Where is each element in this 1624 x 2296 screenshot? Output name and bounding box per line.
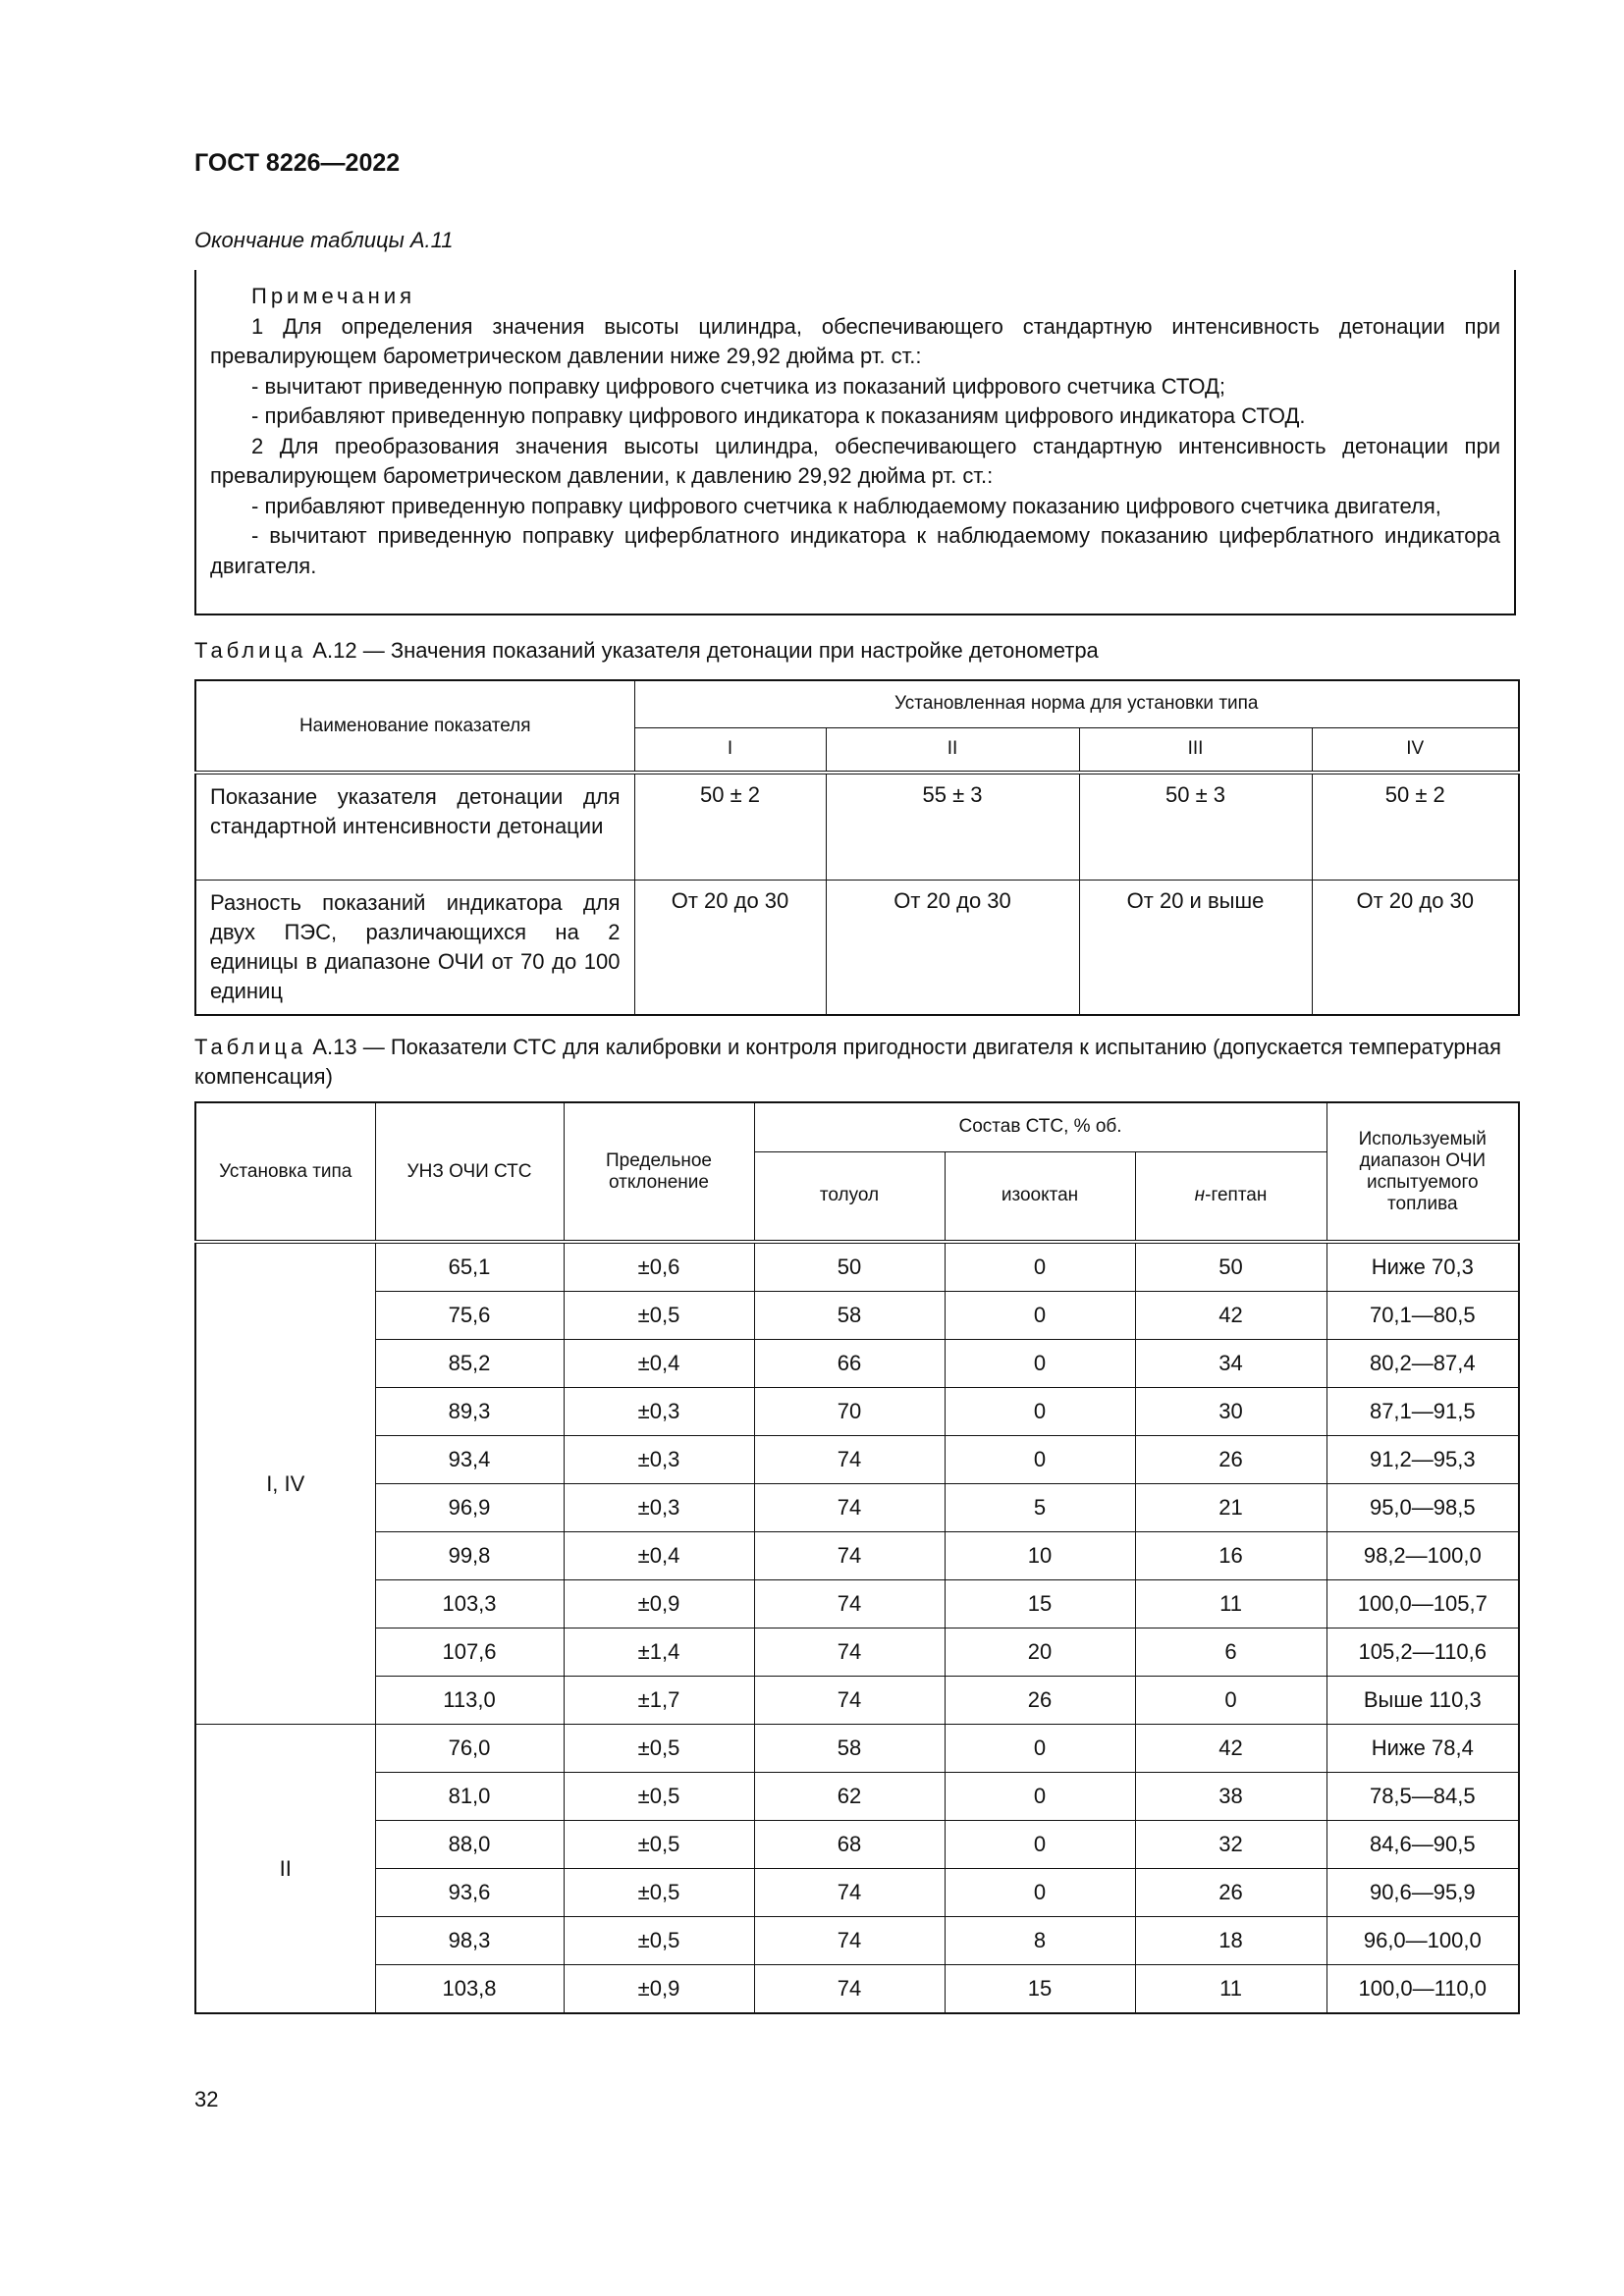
note-line: - прибавляют приведенную поправку цифрового счетчика к наблюдаемому показанию цифрового счетчика двигателя,	[251, 493, 1441, 518]
document-title: ГОСТ 8226—2022	[194, 149, 401, 177]
row-label: Разность показаний индикатора для двух ПЭС, различающихся на 2 единицы в диапазоне ОЧИ от 70 до 100 единиц	[195, 880, 634, 1015]
table-cell: 76,0	[375, 1725, 564, 1773]
table-cell: 16	[1135, 1532, 1326, 1580]
table-cell: 15	[945, 1580, 1135, 1629]
table-cell: 0	[945, 1773, 1135, 1821]
note-line: 2 Для преобразования значения высоты цилиндра, обеспечивающего стандартную интенсивность детонации при превалирующем барометрическом давлении, к давлению 29,92 дюйма рт. ст.:	[210, 433, 1500, 488]
table-cell: 34	[1135, 1340, 1326, 1388]
table-cell: 20	[945, 1629, 1135, 1677]
table-row	[195, 1917, 1519, 1965]
table-cell: 88,0	[375, 1821, 564, 1869]
table-cell: 50	[1135, 1242, 1326, 1292]
row-value: От 20 и выше	[1079, 880, 1312, 1015]
table-cell: 5	[945, 1484, 1135, 1532]
row-value: 50 ± 3	[1079, 773, 1312, 880]
table-cell: 11	[1135, 1965, 1326, 2014]
table-cell: 58	[754, 1292, 945, 1340]
header-type: Установка типа	[195, 1102, 375, 1242]
table-row	[195, 1532, 1519, 1580]
header-isooctane: изооктан	[945, 1151, 1135, 1242]
row-value: От 20 до 30	[1312, 880, 1519, 1015]
table-cell: 100,0—110,0	[1326, 1965, 1519, 2014]
table-cell: 98,2—100,0	[1326, 1532, 1519, 1580]
table-cell: ±0,5	[564, 1917, 754, 1965]
caption-text: А.13 — Показатели СТС для калибровки и контроля пригодности двигателя к испытанию (допускается температурная компенсация)	[194, 1035, 1501, 1089]
note-line: 1 Для определения значения высоты цилиндра, обеспечивающего стандартную интенсивность детонации при превалирующем барометрическом давлении ниже 29,92 дюйма рт. ст.:	[210, 313, 1500, 368]
table-row	[195, 1677, 1519, 1725]
table-cell: 0	[945, 1340, 1135, 1388]
header-range: Используемый диапазон ОЧИ испытуемого топлива	[1326, 1102, 1519, 1242]
header-toluene: толуол	[754, 1151, 945, 1242]
table-cell: 100,0—105,7	[1326, 1580, 1519, 1629]
heptane-text: -гептан	[1205, 1185, 1268, 1206]
table-row	[195, 1388, 1519, 1436]
table-cell: 18	[1135, 1917, 1326, 1965]
table-a12	[194, 679, 1520, 1016]
table-row	[195, 1965, 1519, 2014]
table-cell: 6	[1135, 1629, 1326, 1677]
table-cell: 96,0—100,0	[1326, 1917, 1519, 1965]
notes-title: Примечания	[251, 284, 416, 308]
table-cell: 30	[1135, 1388, 1326, 1436]
table-cell: ±0,5	[564, 1773, 754, 1821]
caption-word: Таблица	[194, 1035, 307, 1059]
table-cell: ±0,5	[564, 1292, 754, 1340]
table-cell: 0	[945, 1436, 1135, 1484]
table-row	[195, 1821, 1519, 1869]
table-cell: ±0,3	[564, 1436, 754, 1484]
note-line: - вычитают приведенную поправку цифрового счетчика из показаний цифрового счетчика СТОД;	[251, 373, 1225, 399]
group-type: II	[195, 1725, 375, 2014]
table-cell: 66	[754, 1340, 945, 1388]
table-cell: 10	[945, 1532, 1135, 1580]
table-cell: 50	[754, 1242, 945, 1292]
table-row	[195, 1629, 1519, 1677]
table-row	[195, 1242, 1519, 1292]
type-header: IV	[1312, 727, 1519, 773]
header-group: Установленная норма для установки типа	[634, 680, 1519, 727]
row-value: 55 ± 3	[826, 773, 1079, 880]
type-header: I	[634, 727, 826, 773]
table-cell: 74	[754, 1629, 945, 1677]
page-number: 32	[194, 2087, 219, 2111]
table-cell: ±0,4	[564, 1340, 754, 1388]
table-cell: 26	[1135, 1869, 1326, 1917]
table-row	[195, 1484, 1519, 1532]
table-cell: 0	[945, 1242, 1135, 1292]
row-value: От 20 до 30	[826, 880, 1079, 1015]
table-cell: 74	[754, 1917, 945, 1965]
table-cell: 0	[945, 1292, 1135, 1340]
table-cell: 113,0	[375, 1677, 564, 1725]
table-cell: 0	[945, 1821, 1135, 1869]
header-name: Наименование показателя	[195, 680, 634, 773]
group-type: I, IV	[195, 1242, 375, 1725]
table-cell: ±0,5	[564, 1725, 754, 1773]
table-row	[195, 1436, 1519, 1484]
note-line: - вычитают приведенную поправку циферблатного индикатора к наблюдаемому показанию циферблатного индикатора двигателя.	[210, 523, 1500, 578]
table-cell: 103,8	[375, 1965, 564, 2014]
table-cell: 84,6—90,5	[1326, 1821, 1519, 1869]
type-header: II	[826, 727, 1079, 773]
table-cell: 8	[945, 1917, 1135, 1965]
table-a13	[194, 1101, 1520, 2014]
header-heptane	[1135, 1151, 1326, 1242]
table-cell: 74	[754, 1484, 945, 1532]
table-continuation-caption: Окончание таблицы А.11	[194, 228, 454, 252]
table-cell: 62	[754, 1773, 945, 1821]
table-cell: 0	[1135, 1677, 1326, 1725]
table-cell: 85,2	[375, 1340, 564, 1388]
table-cell: 103,3	[375, 1580, 564, 1629]
table-row	[195, 773, 1519, 880]
table-cell: ±0,6	[564, 1242, 754, 1292]
table-cell: 68	[754, 1821, 945, 1869]
table-cell: 26	[1135, 1436, 1326, 1484]
table-a13-caption	[194, 1033, 1518, 1092]
table-cell: 96,9	[375, 1484, 564, 1532]
table-cell: 0	[945, 1869, 1135, 1917]
table-cell: 70	[754, 1388, 945, 1436]
row-value: 50 ± 2	[1312, 773, 1519, 880]
table-cell: 90,6—95,9	[1326, 1869, 1519, 1917]
table-cell: 38	[1135, 1773, 1326, 1821]
table-cell: 89,3	[375, 1388, 564, 1436]
table-cell: ±0,9	[564, 1965, 754, 2014]
row-value: 50 ± 2	[634, 773, 826, 880]
table-cell: 81,0	[375, 1773, 564, 1821]
table-cell: ±0,9	[564, 1580, 754, 1629]
table-cell: ±0,4	[564, 1532, 754, 1580]
table-cell: Ниже 78,4	[1326, 1725, 1519, 1773]
table-cell: ±0,3	[564, 1388, 754, 1436]
table-cell: 15	[945, 1965, 1135, 2014]
table-cell: 105,2—110,6	[1326, 1629, 1519, 1677]
header-unz: УНЗ ОЧИ СТС	[375, 1102, 564, 1242]
table-cell: ±0,5	[564, 1869, 754, 1917]
table-cell: 74	[754, 1580, 945, 1629]
notes-box	[194, 270, 1516, 615]
table-cell: 42	[1135, 1725, 1326, 1773]
table-cell: 95,0—98,5	[1326, 1484, 1519, 1532]
table-row	[195, 880, 1519, 1015]
caption-text: А.12 — Значения показаний указателя детонации при настройке детонометра	[306, 638, 1099, 663]
table-cell: 42	[1135, 1292, 1326, 1340]
table-row	[195, 1773, 1519, 1821]
table-cell: 93,4	[375, 1436, 564, 1484]
table-row	[195, 1580, 1519, 1629]
table-cell: 99,8	[375, 1532, 564, 1580]
table-cell: 65,1	[375, 1242, 564, 1292]
table-row	[195, 1869, 1519, 1917]
table-cell: 87,1—91,5	[1326, 1388, 1519, 1436]
header-composition: Состав СТС, % об.	[754, 1102, 1326, 1151]
row-label: Показание указателя детонации для стандартной интенсивности детонации	[195, 773, 634, 880]
table-cell: 70,1—80,5	[1326, 1292, 1519, 1340]
table-cell: ±0,3	[564, 1484, 754, 1532]
table-cell: 74	[754, 1965, 945, 2014]
table-cell: 74	[754, 1436, 945, 1484]
table-a12-caption	[194, 636, 1518, 666]
table-cell: 11	[1135, 1580, 1326, 1629]
table-cell: 98,3	[375, 1917, 564, 1965]
note-line: - прибавляют приведенную поправку цифрового индикатора к показаниям цифрового индикатора СТОД.	[251, 403, 1306, 428]
table-cell: Выше 110,3	[1326, 1677, 1519, 1725]
table-cell: 75,6	[375, 1292, 564, 1340]
table-cell: 107,6	[375, 1629, 564, 1677]
table-cell: Ниже 70,3	[1326, 1242, 1519, 1292]
table-cell: ±1,7	[564, 1677, 754, 1725]
table-cell: 93,6	[375, 1869, 564, 1917]
table-cell: ±1,4	[564, 1629, 754, 1677]
caption-word: Таблица	[194, 638, 307, 663]
table-cell: 32	[1135, 1821, 1326, 1869]
heptane-prefix: н	[1194, 1185, 1206, 1206]
table-cell: 91,2—95,3	[1326, 1436, 1519, 1484]
table-cell: 0	[945, 1725, 1135, 1773]
table-cell: 74	[754, 1532, 945, 1580]
table-cell: 0	[945, 1388, 1135, 1436]
table-cell: ±0,5	[564, 1821, 754, 1869]
table-cell: 21	[1135, 1484, 1326, 1532]
table-cell: 78,5—84,5	[1326, 1773, 1519, 1821]
table-cell: 58	[754, 1725, 945, 1773]
type-header: III	[1079, 727, 1312, 773]
table-row	[195, 1725, 1519, 1773]
table-cell: 74	[754, 1869, 945, 1917]
header-deviation: Предельное отклонение	[564, 1102, 754, 1242]
table-cell: 26	[945, 1677, 1135, 1725]
table-cell: 74	[754, 1677, 945, 1725]
table-cell: 80,2—87,4	[1326, 1340, 1519, 1388]
table-row	[195, 1340, 1519, 1388]
row-value: От 20 до 30	[634, 880, 826, 1015]
table-row	[195, 1292, 1519, 1340]
